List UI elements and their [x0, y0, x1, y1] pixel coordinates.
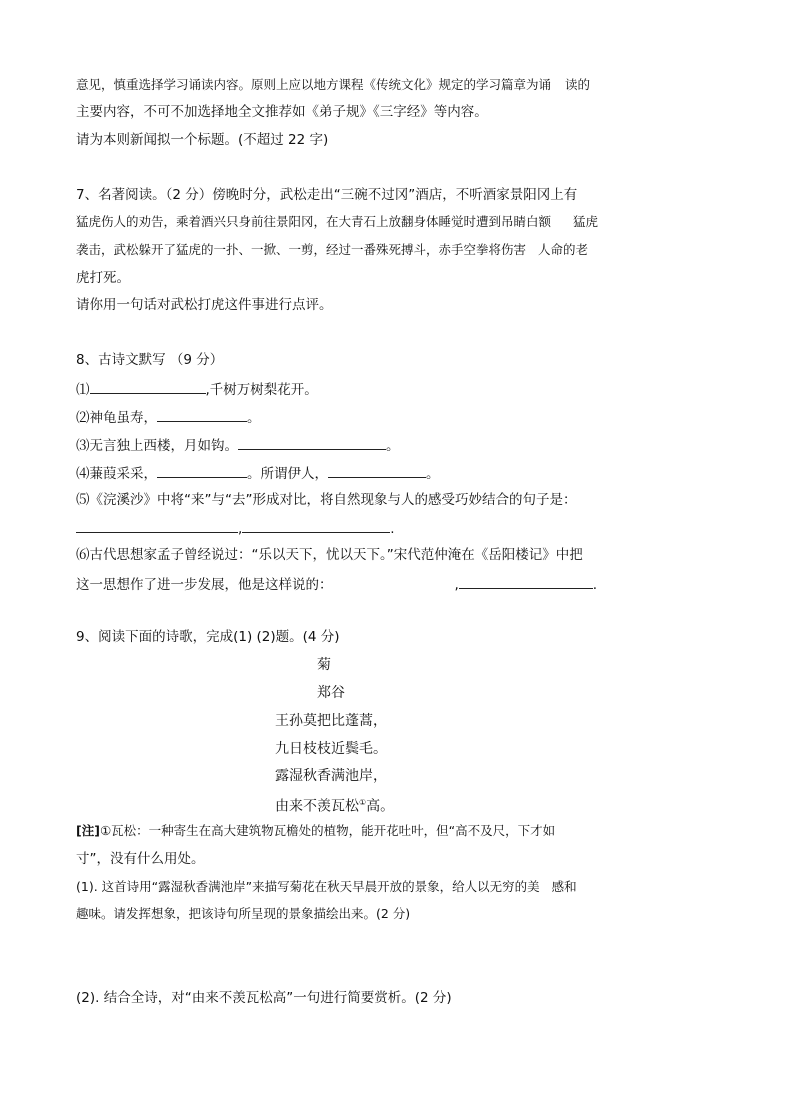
q8-item-5-end: . — [390, 521, 395, 537]
q8-item-4-text: 蒹葭采采， — [89, 466, 157, 482]
q6-prompt: 请为本则新闻拟一个标题。(不超过 22 字) — [76, 132, 329, 148]
q8-item-2 — [76, 407, 261, 427]
q8-item-4-middle: 。所谓伊人， — [247, 466, 328, 482]
q8-item-4 — [76, 463, 440, 483]
q6-line-1-text: 意见，慎重选择学习诵读内容。原则上应以地方课程《传统文化》规定的学习篇章为诵 — [76, 77, 552, 92]
q8-item-5-text: 《浣溪沙》中将“来”与“去”形成对比，将自然现象与人的感受巧妙结合的句子是： — [89, 492, 577, 508]
q8-item-4-number: ⑷ — [76, 466, 90, 482]
q8-item-2-text: 神龟虽寿， — [89, 410, 157, 426]
q8-item-4-end: 。 — [426, 466, 440, 482]
poem-line-1: 王孙莫把比蓬蒿， — [275, 713, 387, 729]
q6-line-1-end: 读的 — [565, 77, 591, 92]
q8-item-1-blank[interactable] — [90, 379, 206, 394]
note-number: ① — [99, 823, 112, 838]
poem-title: 菊 — [317, 657, 331, 673]
q9-sub-2: (2). 结合全诗，对“由来不羡瓦松高”一句进行简要赏析。(2 分) — [76, 990, 452, 1006]
q8-title: 8、古诗文默写 （9 分） — [76, 352, 224, 368]
q8-item-4-blank-1[interactable] — [157, 463, 247, 478]
note-text: 瓦松：一种寄生在高大建筑物瓦檐处的植物，能开花吐叶，但“高不及尺，下才如 — [111, 823, 556, 838]
q8-item-6 — [76, 546, 583, 564]
q7-line-3-text: 袭击，武松躲开了猛虎的一扑、一掀、一剪，经过一番殊死搏斗，赤手空拳将伤害 — [76, 242, 527, 257]
q8-item-2-blank[interactable] — [157, 407, 247, 422]
q7-prompt: 请你用一句话对武松打虎这件事进行点评。 — [76, 297, 333, 313]
q8-item-4-blank-2[interactable] — [328, 463, 426, 478]
q7-line-2-end: 猛虎 — [573, 214, 599, 229]
poem-author: 郑谷 — [317, 685, 345, 701]
q8-item-2-number: ⑵ — [76, 410, 90, 426]
note-label: [注] — [76, 823, 100, 838]
q8-item-1 — [76, 379, 318, 399]
q8-item-3-number: ⑶ — [76, 438, 90, 454]
q8-item-6-separator: , — [454, 577, 459, 593]
q7-line-1: 7、名著阅读。（2 分）傍晚时分，武松走出“三碗不过冈”酒店，不听酒家景阳冈上有 — [76, 187, 578, 203]
q8-item-3-text: 无言独上西楼，月如钩。 — [89, 438, 238, 454]
q8-item-3-blank[interactable] — [238, 435, 386, 450]
q7-line-3 — [76, 241, 588, 259]
note-line-2: 寸”，没有什么用处。 — [76, 851, 205, 867]
q8-item-6-line-2 — [76, 574, 597, 594]
poem-line-2: 九日枝枝近鬓毛。 — [275, 741, 387, 757]
poem-line-4 — [275, 794, 394, 816]
q7-line-4: 虎打死。 — [76, 270, 130, 286]
poem-line-4-text: 由来不羡瓦松 — [275, 798, 359, 815]
q8-item-6-text-2: 这一思想作了进一步发展，他是这样说的： — [76, 577, 333, 593]
q7-line-2 — [76, 213, 598, 231]
q8-item-3-end: 。 — [386, 438, 400, 454]
q9-title: 9、阅读下面的诗歌，完成(1) (2)题。(4 分) — [76, 629, 340, 645]
q8-item-5-separator: , — [238, 521, 243, 537]
q8-item-5 — [76, 491, 576, 509]
q8-item-2-end: 。 — [247, 410, 261, 426]
q8-item-6-text: 古代思想家孟子曾经说过：“乐以天下，忧以天下。”宋代范仲淹在《岳阳楼记》中把 — [89, 547, 583, 563]
q8-item-3 — [76, 435, 400, 455]
q7-line-3-end: 人命的老 — [538, 242, 589, 257]
q8-item-6-blank[interactable] — [459, 574, 593, 589]
q9-sub-1-end: 感和 — [551, 879, 577, 894]
q8-item-6-end: . — [592, 577, 598, 593]
q8-item-1-text: ,千树万树梨花开。 — [205, 382, 318, 398]
q8-item-6-number: ⑹ — [76, 547, 90, 563]
q7-line-2-text: 猛虎伤人的劝告，乘着酒兴只身前往景阳冈，在大青石上放翻身体睡觉时遭到吊睛白额 — [76, 214, 552, 229]
q8-item-5-blank-2[interactable] — [242, 518, 390, 533]
q9-sub-1-text: (1). 这首诗用“露湿秋香满池岸”来描写菊花在秋天早晨开放的景象，给人以无穷的美 — [76, 879, 540, 894]
poem-footnote-marker: ① — [359, 798, 367, 807]
q8-item-5-blank-1[interactable] — [76, 518, 238, 533]
q8-item-5-answers — [76, 518, 395, 538]
q9-sub-1-line-2: 趣味。请发挥想象，把该诗句所呈现的景象描绘出来。(2 分) — [76, 906, 411, 921]
note — [76, 822, 555, 840]
poem-line-4-end: 高。 — [366, 798, 395, 815]
q8-item-5-number: ⑸ — [76, 492, 90, 508]
q6-line-2: 主要内容，不可不加选择地全文推荐如《弟子规》《三字经》等内容。 — [76, 104, 488, 120]
q6-line-1 — [76, 76, 590, 94]
q9-sub-1 — [76, 878, 577, 896]
poem-line-3: 露湿秋香满池岸， — [275, 768, 387, 784]
q8-item-1-number: ⑴ — [76, 382, 90, 398]
